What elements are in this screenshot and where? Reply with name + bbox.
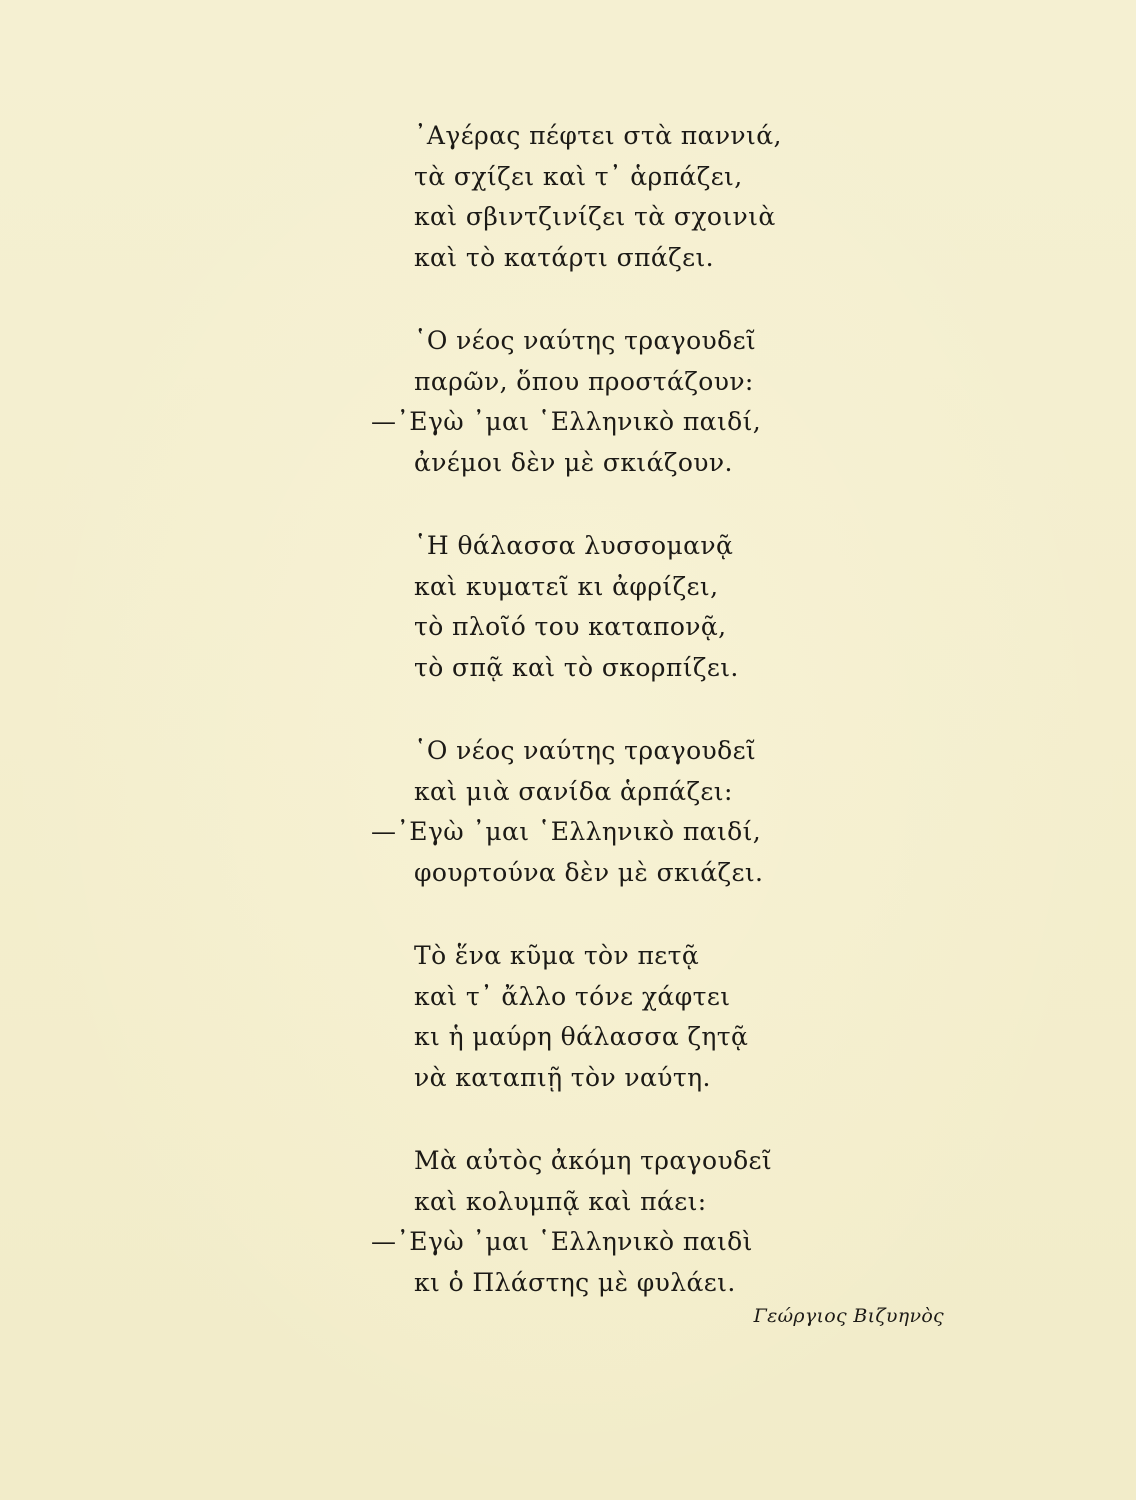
poem-line: καὶ τ᾿ ἄλλο τόνε χάφτει <box>414 981 731 1011</box>
stanza <box>0 731 1136 893</box>
poem-line: Τὸ ἕνα κῦμα τὸν πετᾷ <box>414 941 700 970</box>
poem-line: νὰ καταπιῇ τὸν ναύτη. <box>414 1062 711 1092</box>
poem-line: καὶ κυματεῖ κι ἀφρίζει, <box>414 571 719 601</box>
stanza <box>0 321 1136 483</box>
poem-line: —᾿Εγὼ ᾿μαι ῾Ελληνικὸ παιδί, <box>371 407 762 436</box>
author-signature: Γεώργιος Βιζυηνὸς <box>753 1305 944 1327</box>
poem-line: φουρτούνα δὲν μὲ σκιάζει. <box>414 857 764 887</box>
poem-line: καὶ μιὰ σανίδα ἁρπάζει: <box>414 776 733 806</box>
poem-line: τὸ πλοῖό του καταπονᾷ, <box>414 612 727 641</box>
stanza <box>0 1141 1136 1303</box>
poem-line: παρῶν, ὅπου προστάζουν: <box>414 366 754 396</box>
poem-line: Μὰ αὐτὸς ἀκόμη τραγουδεῖ <box>414 1146 773 1175</box>
stanza <box>0 936 1136 1098</box>
poem-line: τὰ σχίζει καὶ τ᾿ ἁρπάζει, <box>414 161 743 191</box>
poem-line: —᾿Εγὼ ᾿μαι ῾Ελληνικὸ παιδί, <box>371 817 762 846</box>
poem-line: κι ἡ μαύρη θάλασσα ζητᾷ <box>414 1022 749 1051</box>
stanza <box>0 116 1136 278</box>
poem-line: ῾Η θάλασσα λυσσομανᾷ <box>414 531 734 560</box>
stanza <box>0 526 1136 688</box>
poem-line: κι ὁ Πλάστης μὲ φυλάει. <box>414 1267 736 1297</box>
poem-line: καὶ κολυμπᾷ καὶ πάει: <box>414 1186 707 1216</box>
poem-line: ἀνέμοι δὲν μὲ σκιάζουν. <box>414 447 733 477</box>
poem-line: τὸ σπᾷ καὶ τὸ σκορπίζει. <box>414 652 739 682</box>
poem-line: καὶ τὸ κατάρτι σπάζει. <box>414 242 715 272</box>
poem-line: καὶ σβιντζινίζει τὰ σχοινιὰ <box>414 202 776 231</box>
poem-line: ῾Ο νέος ναύτης τραγουδεῖ <box>414 736 757 765</box>
poem-line: ῾Ο νέος ναύτης τραγουδεῖ <box>414 326 757 355</box>
poem-line: ᾿Αγέρας πέφτει στὰ παννιά, <box>414 121 782 150</box>
poem <box>0 116 1136 1346</box>
poem-line: —᾿Εγὼ ᾿μαι ῾Ελληνικὸ παιδὶ <box>371 1227 753 1256</box>
